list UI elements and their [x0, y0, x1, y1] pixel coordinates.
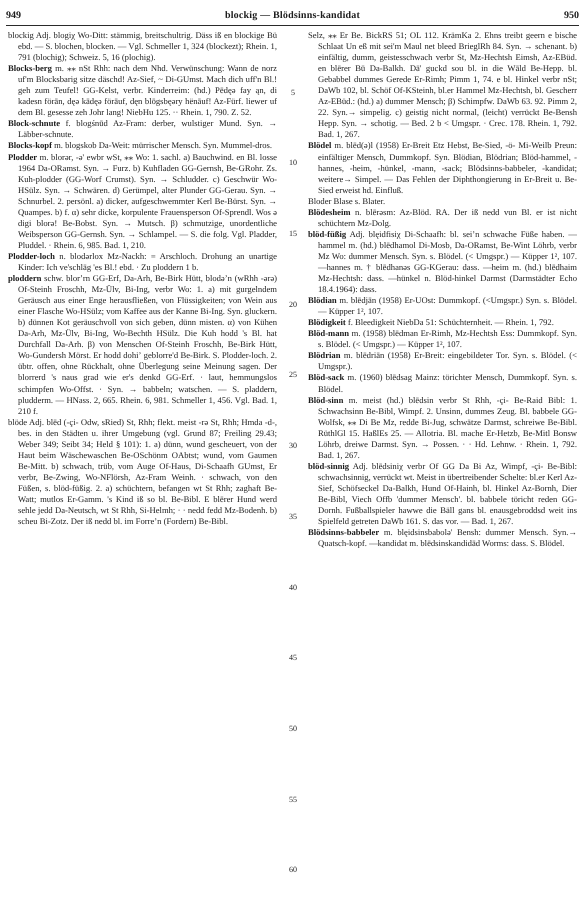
- dictionary-entry: [308, 295, 577, 317]
- entry-text: m. blēdriān (1958) Er-Breit: eingebildeter Tor. Syn. s. Blödel. (< Umgspr.).: [318, 350, 577, 372]
- entry-text: blöde Adj. blēd (-çi- Odw, sRied) St, Rhh; flekt. meist -rə St, Rhh; Hmda -d-, bes. in den Städten u. ihrer Umgebung (vgl. Grund 87; Freiling 29.43; Weber 349; Seibt 34; Held § 101): 1. a) dünn, wund gescheuert, von der Haut beim Wäschewaschen Be-OSchönm OAbtst; wund, vom Gaumen Be-Mitt. b) schwach, trüb, vom Auge Of-Haus, Di-Schaafh GUmst, Er verbr, Be-Zwing, Wo-NFlörsh, Az-Fram Weinh. · schwach, von den Füßen, s. blöd-füßig. 2. a) schüchtern, befangen wt St Rhh; zaghaft Be-Watt; mutlos Er-Gamm. 's Kind iß so bl. Be-Bibl. E blērer Hund werd sehle jedd Da-Neutsch, wt St Rhh, Si-Helmh; · · nedd fedd Mz-Bodenh. b) scheu Bi-Zotz. Der iß nedd bl. im Forreʼn (Fordern) Be-Bibl.: [8, 416, 277, 527]
- entry-text: schw. blorʼrn GG-Erf, Da-Arh, Be-Birk Hütt, blodəʼn (wRhh -ərə) Of-Steinh Froschh, Mz-Ülv, Bi-Ing, verbr Wo: 1. a) mit gurgelndem Geräusch aus einer Enge herausfließen, von Flüssigkeiten; von Wein aus einer Flasche Wo-HSülz; vom Kaffee aus der Kanne Bi-Ing. Syn. gluckern. b) dünnen Kot geräuschvoll von sich geben, dünn misten. α) von Kühen Da-Arh, Mz-Ülv, Bi-Ing, Wo-Bechth HSülz. Die Kuh hodd 's Bl. hat Durchfall Da-Arh. β) von Menschen Of-Steinh Froschh, Be-Birk Hütt, Wo-Gundersh Mörst. Er hodd dohiʼ geblorre'd Be-Birk. S. Plodder-loch. 2. übtr. offen, ohne Rückhalt, ohne Überlegung seine Meinung sagen. Der blorrerd 's naus grad wie er's denkd GG-Erf. · laut, hemmungslos schimpfen Wo-Offst. · Syn. → babbeln; watschen. — S. pladdern, pludderm. — HNass. 2, 665. Rhein. 6, 981. Schmeller 1, 456. Vgl. Bad. 1, 210 f.: [18, 273, 277, 416]
- entry-headword: Blocks-kopf: [8, 140, 52, 151]
- page-title: blockig — Blödsinns-kandidat: [224, 10, 361, 21]
- entry-headword: Blödrian: [308, 350, 341, 361]
- dictionary-entry: [308, 372, 577, 394]
- dictionary-entry: [8, 30, 277, 63]
- page-number-left: 949: [6, 10, 21, 21]
- dictionary-entry: [308, 350, 577, 372]
- line-number: 25: [289, 370, 297, 380]
- entry-headword: Blödsinns-babbeler: [308, 527, 380, 538]
- left-column: [8, 30, 277, 527]
- dictionary-entry: [308, 317, 577, 328]
- entry-headword: ploddern: [8, 273, 42, 284]
- entry-headword: Blöd-mann: [308, 328, 350, 339]
- dictionary-entry: [8, 251, 277, 273]
- entry-text: m. blēd(ə)l (1958) Er-Breit Etz Hebst, Be-Sied, -ö- Mi-Weilb Preun: einfältiger Mensch, Dummkopf. Syn. Blödian, Blödrian; Blöd-hammel, -hannes, -heim, -hünkel, -mann, -sack; Blödsinns-babbeler, -kandidat; weitere→ Simpel. — Das Fehlen der Diphthongierung in Er-Breit u. Be-Sied erweist hd. Einfluß.: [318, 140, 577, 195]
- entry-headword: Plodder-loch: [8, 250, 55, 261]
- entry-headword: Blöd-sinn: [308, 394, 344, 405]
- entry-headword: Block-schnute: [8, 118, 61, 129]
- line-number: 20: [289, 299, 297, 309]
- entry-headword: Blödesheim: [308, 206, 351, 217]
- dictionary-entry: [308, 328, 577, 350]
- entry-text: m. (1958) blēdman Er-Rimh, Mz-Hechtsh Ess: Dummkopf. Syn. s. Blödel. (< Umgspr.) — Küpper 1², 107.: [318, 328, 577, 350]
- entry-text: m. (1960) blēdsag Mainz: törichter Mensch, Dummkopf. Syn. s. Blödel.: [318, 372, 577, 394]
- dictionary-entry: [308, 461, 577, 527]
- dictionary-entry: [308, 527, 577, 549]
- page-header: [6, 9, 579, 23]
- line-number: 60: [289, 865, 297, 875]
- entry-text: m. blēdjān (1958) Er-UOst: Dummkopf. (<Umgspr.) Syn. s. Blödel. — Küpper 1², 107.: [318, 295, 577, 317]
- dictionary-entry: [8, 417, 277, 527]
- line-number: 5: [291, 87, 295, 97]
- entry-text: m. ⁎⁎ nSt Rhh: nach dem Nhd. Verwünschung: Wann de norz uf'm Blocksbarig sitze däschd! Az-Sief, ~ Di-GUmst. Mach dich uff'n Bl.! geh zum Teufel! GG-Kelst, verbr. Kinderreim: (hd.) Pēdęə fay ąn, di kadesn förān, dęə kādęə förāuf, dęn blōgsbęəry hënāuf! Az-Fürf. liewer uf dem Bl. gesesse zeh Johr lang! NiebHu 125. ·· Rhein. 1, 790. Z. 52.: [18, 63, 277, 118]
- line-number: 40: [289, 582, 297, 592]
- entry-headword: blöd-sinnig: [308, 460, 350, 471]
- page-number-right: 950: [564, 10, 579, 21]
- entry-headword: Blödian: [308, 295, 337, 306]
- entry-text: m. blorər, -ə' ewbr wSt, ⁎⁎ Wo: 1. sachl. a) Bauchwind. en Bl. losse 1964 Da-ORamst. Syn. → Furz. b) Kuhfladen GG-Gernsh, Be-GRohr. Zs. Kuh-plodder (GG-Worf Crumst). Syn. → Schludder. c) Geschwür Wo-HSülz. Syn. → Schwären. d) Gerümpel, alter Plunder GG-Gerau. Syn. → Schnurbel. 2. persönl. a) dicker, aufgeschwemmter Kerl Be-Bürst. Syn. → Quampes. b) f. α) sehr dicke, korpulente Frauensperson Of-Sprendl. Wos ə digi blorə! Be-Bobst. Syn. → Mutsch. β) schmutzige, unordentliche Weibsperson GG-Gernsh. Syn. → Schlampel. — S. die folg. Vgl. Pladder, Pluddel. · Rhein. 6, 985. Bad. 1, 210.: [18, 151, 277, 250]
- dictionary-entry: [8, 63, 277, 118]
- dictionary-entry: [308, 229, 577, 295]
- entry-text: m. blogskob Da-Weit: mürrischer Mensch. Syn. Mummel-dros.: [51, 140, 273, 151]
- entry-text: Bloder Blase s. Blater.: [308, 195, 386, 206]
- line-number: 35: [289, 511, 297, 521]
- line-number: 45: [289, 653, 297, 663]
- entry-headword: Blödigkeit: [308, 317, 346, 328]
- entry-text: Selz, ⁎⁎ Er Be. BickRS 51; OL 112. KrämKa 2. Ehns treibt geern e bische Schlaat Un eß mit sei'm Maul net bleed BrieglRh 84. Syn. → schenant. b) einfältig, dumm, geistesschwach verbr St, Mz-Hechtsh Eimsh, Az-EBüd. en blērer Bū Da-Balkh. Dā' guckd sou bl. in die Wāld Be-Hepp. bl. Gebabbel dummes Gerede Er-Rimh; Pimm 1, 74. e bl. Hinkel verbr nSt; DaWb 102, bl. Schöf Of-KSteinh, bl.er Hammel Mz-Hechtsh, bl. Gescherr Az-EBüd.: (hd.) a) dummer Mensch; β) Schimpfw. DaWb 63. 92. Pimm 2, 22. Syn.→ simpelig. c) geistig nicht normal, (leicht) verrückt Be-Bensh Hepp. Syn. → schotig. — Bed. 2 b < Umgspr. · Crec. 178. Rhein. 1, 792. Bad. 1, 267.: [308, 30, 577, 140]
- entry-text: m. meist (hd.) blēdsin verbr St Rhh, -çi- Be-Raid Bibl: 1. Schwachsinn Be-Bibl, Wimpf. 2. Unsinn, dummes Zeug. Bl. babbele GG-Wolfsk, ⁎⁎ Di Be Mz, redde Bi-Jug, schwätze Darmst, schreiwe Be-Bibl. RüthlGl 15. HaßlEs 25. — Allotria. Bl. mache Er-Hetzb, Be-Mitl Bonsw Löhrb, dreiwe Darmst. Syn. → Possen. · · Hd. Lehnw. · Rhein. 1, 792. Bad. 1, 267.: [318, 394, 577, 460]
- line-number: 15: [289, 229, 297, 239]
- right-column: [308, 30, 577, 549]
- dictionary-entry: [308, 196, 577, 207]
- entry-text: Adj. blēdsiniχ verbr Of GG Da Bi Az, Wimpf, -çi- Be-Bibl: schwachsinnig, verrückt wt. Meist in übertreibender Schelte: bl.er Kerl Az-Sief, Schöfseckel Da-Balkh, Hund Of-Hainh, bl. Hinkel Az-Bornh, Dier Be-Bibl, Viech Offb 'dummer Mensch'. bl. babbele töricht reden GG-Dornh. Fußballspieler hawwe die Bäll gans bl. enausgebroddsd weit ins Spielfeld getreten DaWb 161. S. das vor. — Bad. 1, 267.: [318, 460, 577, 527]
- line-number: 55: [289, 794, 297, 804]
- dictionary-entry: [8, 118, 277, 140]
- dictionary-entry: [308, 140, 577, 195]
- entry-text: m. blęidsinsbabolə' Bensh: dummer Mensch. Syn.→ Quatsch-kopf. —kandidat m. blēdsinskandidād Worms: dass. S. Blödel.: [318, 527, 577, 549]
- line-number: 30: [289, 441, 297, 451]
- entry-text: n. blodərlox Mz-Nackh: = Arschloch. Drohung an unartige Kinder: Ich ve'schlāg 'es Bl.! ebd. · Zu ploddern 1 b.: [18, 250, 277, 272]
- dictionary-entry: [308, 395, 577, 461]
- line-number: 50: [289, 724, 297, 734]
- dictionary-entry: [8, 140, 277, 151]
- entry-headword: Blödel: [308, 140, 332, 151]
- entry-headword: blöd-füßig: [308, 228, 347, 239]
- line-number: 10: [289, 158, 297, 168]
- entry-headword: Blöd-sack: [308, 372, 345, 383]
- entry-text: blockig Adj. blogiχ Wo-Ditt: stämmig, breitschultrig. Däss iß en blockige Bü ebd. — S. blochen, blocken. — Vgl. Schmeller 1, 324 (blockezt); Rhein. 1, 791 (blochig); Schweiz. 5, 16 (plochig).: [8, 30, 277, 63]
- header-rule: [6, 25, 579, 26]
- entry-text: f. Bleedigkeit NiebDa 51: Schüchternheit. — Rhein. 1, 792.: [345, 317, 554, 328]
- entry-headword: Plodder: [8, 151, 38, 162]
- dictionary-entry: [308, 30, 577, 140]
- entry-headword: Blocks-berg: [8, 63, 52, 74]
- line-numbers: [282, 30, 304, 890]
- entry-text: f. blogśnūd Az-Fram: derber, wulstiger Mund. Syn. → Läbber-schnute.: [18, 118, 277, 140]
- entry-text: Adj. blęidfisiχ Di-Schaafh: bl. seiʼn schwache Füße haben. —hammel m. (hd.) blēdhamol Di-Mosb, Da-ORamst, Be-Wint Löhrb, verbr Mz Wo: dummer Mensch. Syn. s. Blödel. (< Umgspr.) — Küpper 1², 107. —hannes m. † blēdhanəs GG-KGerau: dass. —heim m. (hd.) blēdhaim Mz-Hechtsh: dass. —hünkel n. Blöd-hinkel Darmst (Darmstädter Echo 18.4.1964): dass.: [318, 228, 577, 295]
- entry-text: n. blērəsm: Az-Blöd. RA. Der iß nedd vun Bl. er ist nicht schüchtern Mz-Dolg.: [318, 206, 577, 228]
- dictionary-entry: [8, 273, 277, 417]
- dictionary-entry: [308, 207, 577, 229]
- dictionary-entry: [8, 152, 277, 251]
